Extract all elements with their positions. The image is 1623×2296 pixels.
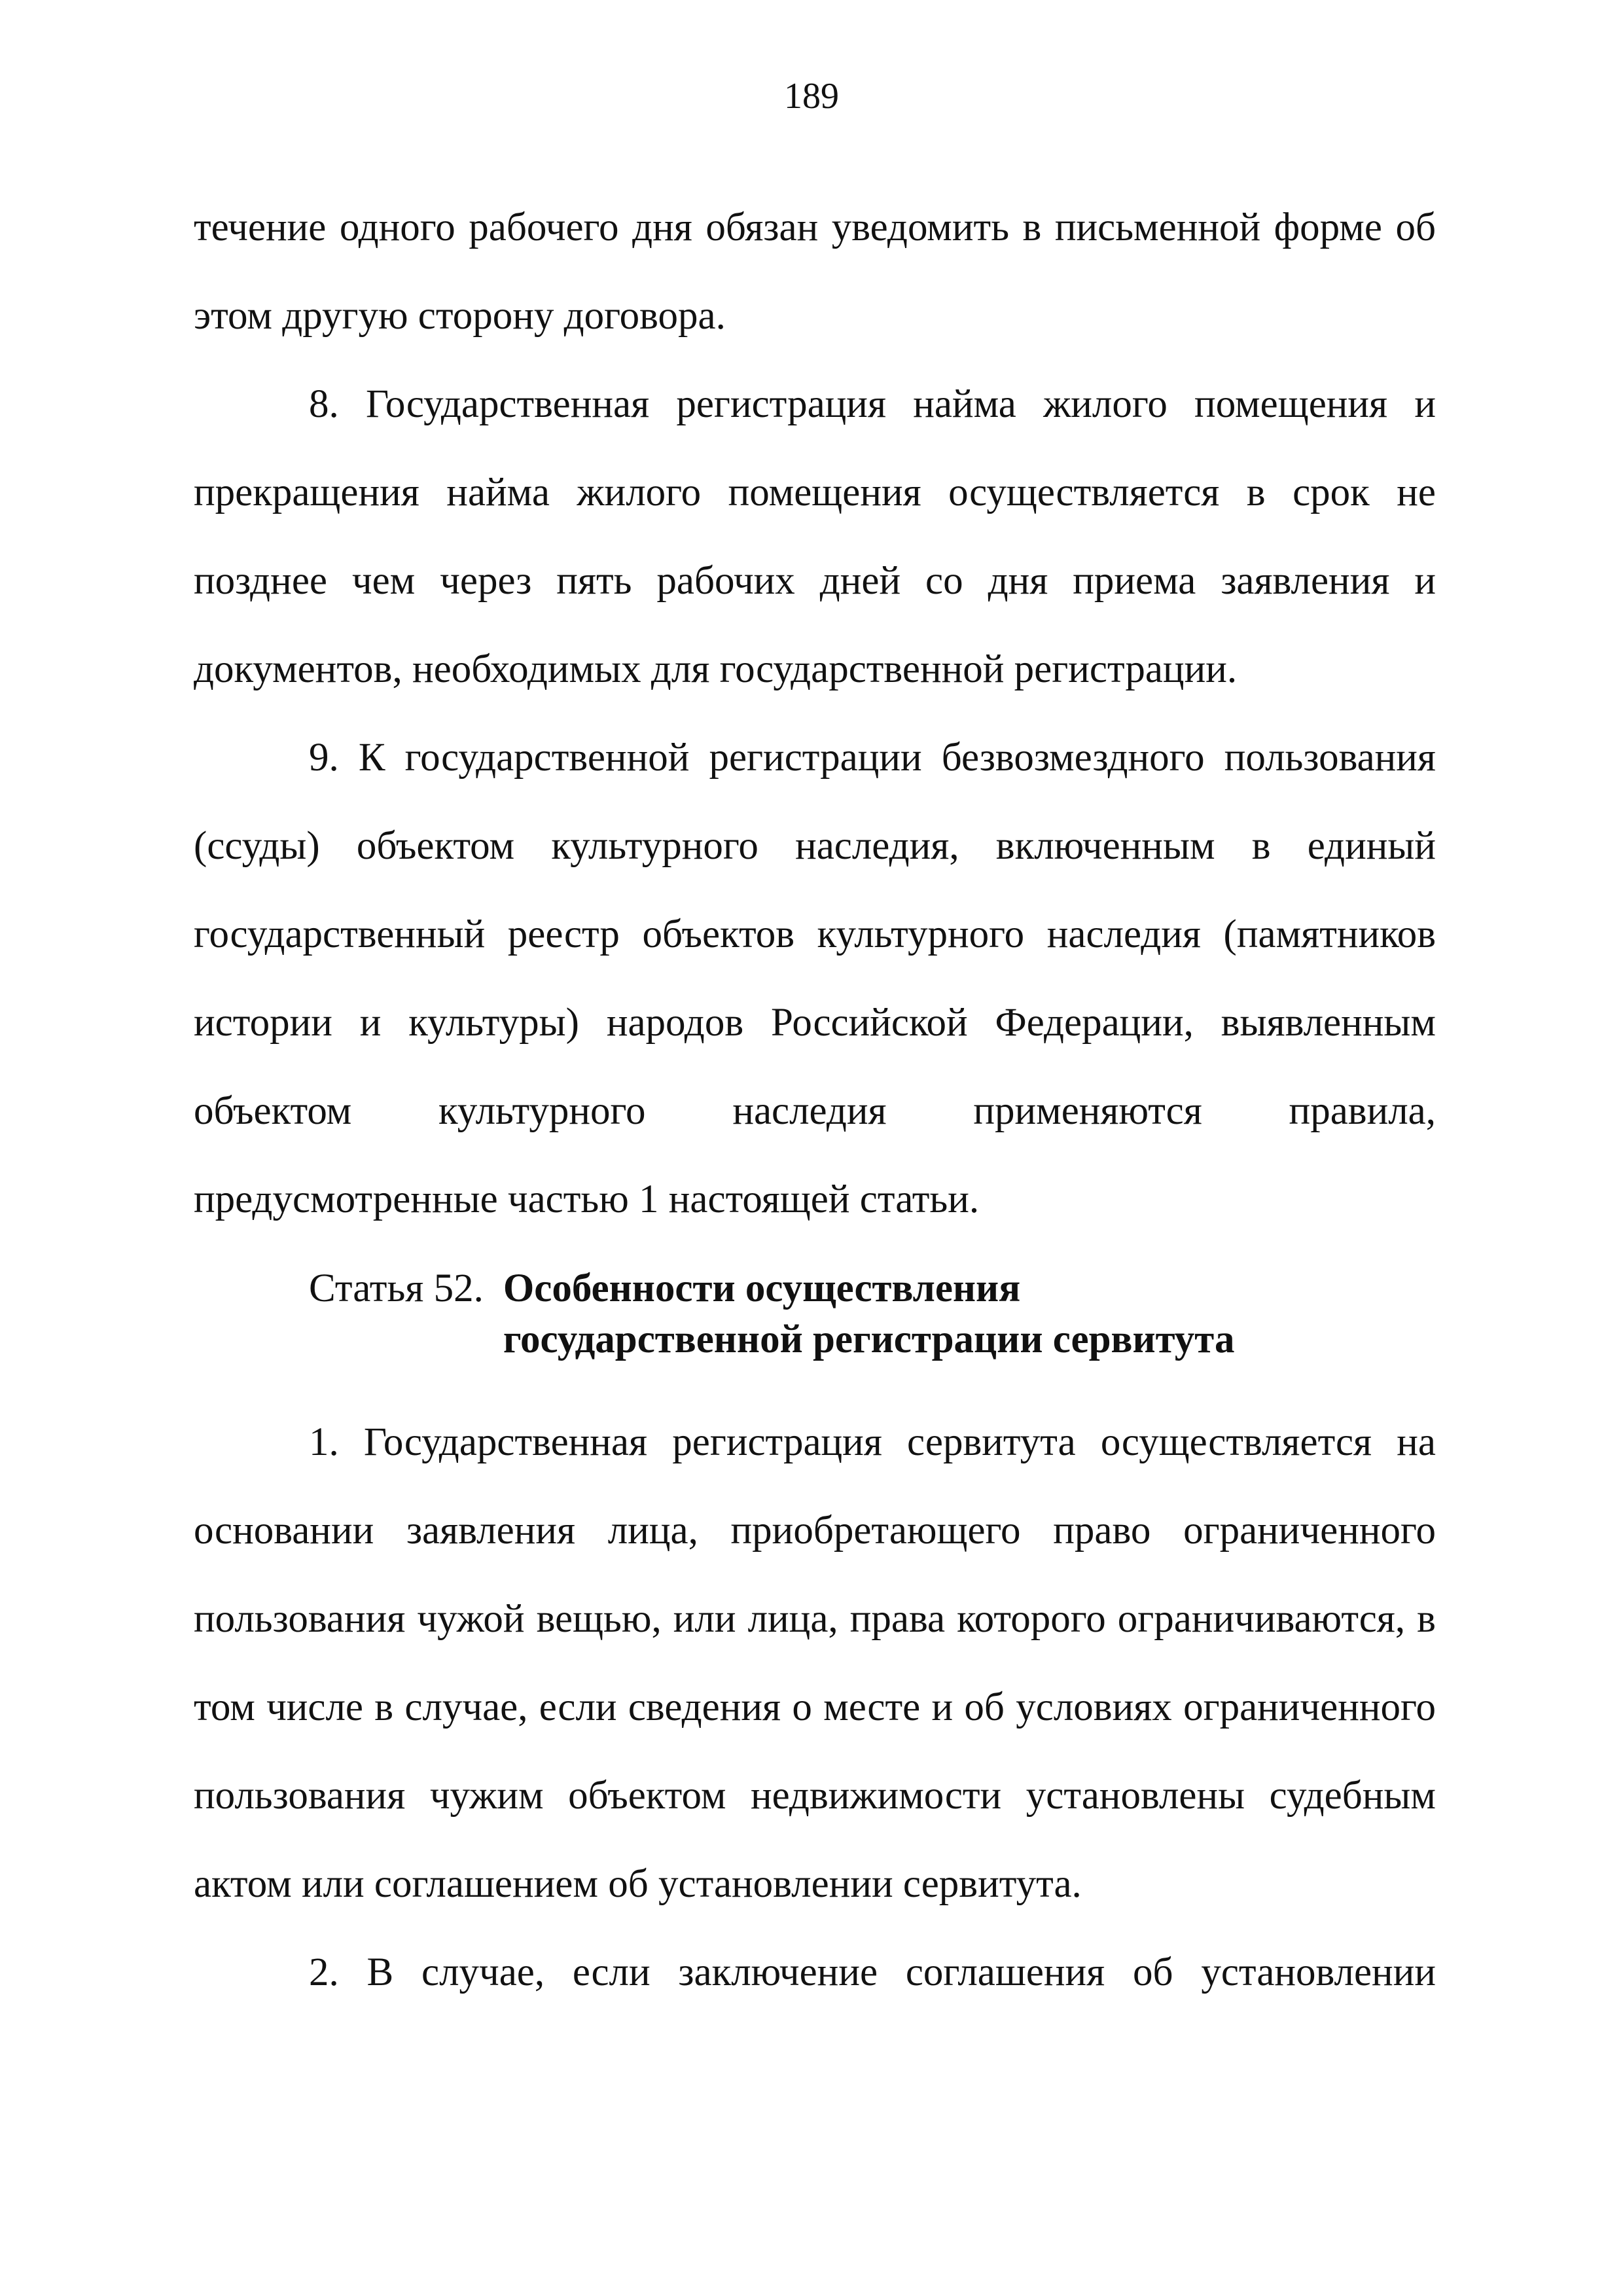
article-title: Особенности осуществления государственной регистрации сервитута	[503, 1266, 1235, 1361]
article-number: Статья 52.	[309, 1266, 484, 1310]
paragraph-item-2: 2. В случае, если заключение соглашения об установлении	[309, 1950, 1436, 1994]
page-number: 189	[784, 76, 839, 117]
article-heading	[309, 1263, 1436, 1365]
document-body	[194, 183, 1436, 2017]
paragraph-continuation: течение одного рабочего дня обязан уведомить в письменной форме об этом другую сторону договора.	[194, 206, 1436, 338]
paragraph-item-9: 9. К государственной регистрации безвозмездного пользования (ссуды) объектом культурного наследия, включенным в единый государственный реестр объектов культурного наследия (памятников истории и культуры) народов Российской Федерации, выявленным объектом культурного наследия применяются правила, предусмотренные частью 1 настоящей статьи.	[194, 736, 1436, 1221]
paragraph-item-1: 1. Государственная регистрация сервитута осуществляется на основании заявления лица, приобретающего право ограниченного пользования чужой вещью, или лица, права которого ограничиваются, в том числе в случае, если сведения о месте и об условиях ограниченного пользования чужим объектом недвижимости установлены судебным актом или соглашением об установлении сервитута.	[194, 1420, 1436, 1906]
paragraph-item-8: 8. Государственная регистрация найма жилого помещения и прекращения найма жилого помещения осуществляется в срок не позднее чем через пять рабочих дней со дня приема заявления и документов, необходимых для государственной регистрации.	[194, 382, 1436, 691]
